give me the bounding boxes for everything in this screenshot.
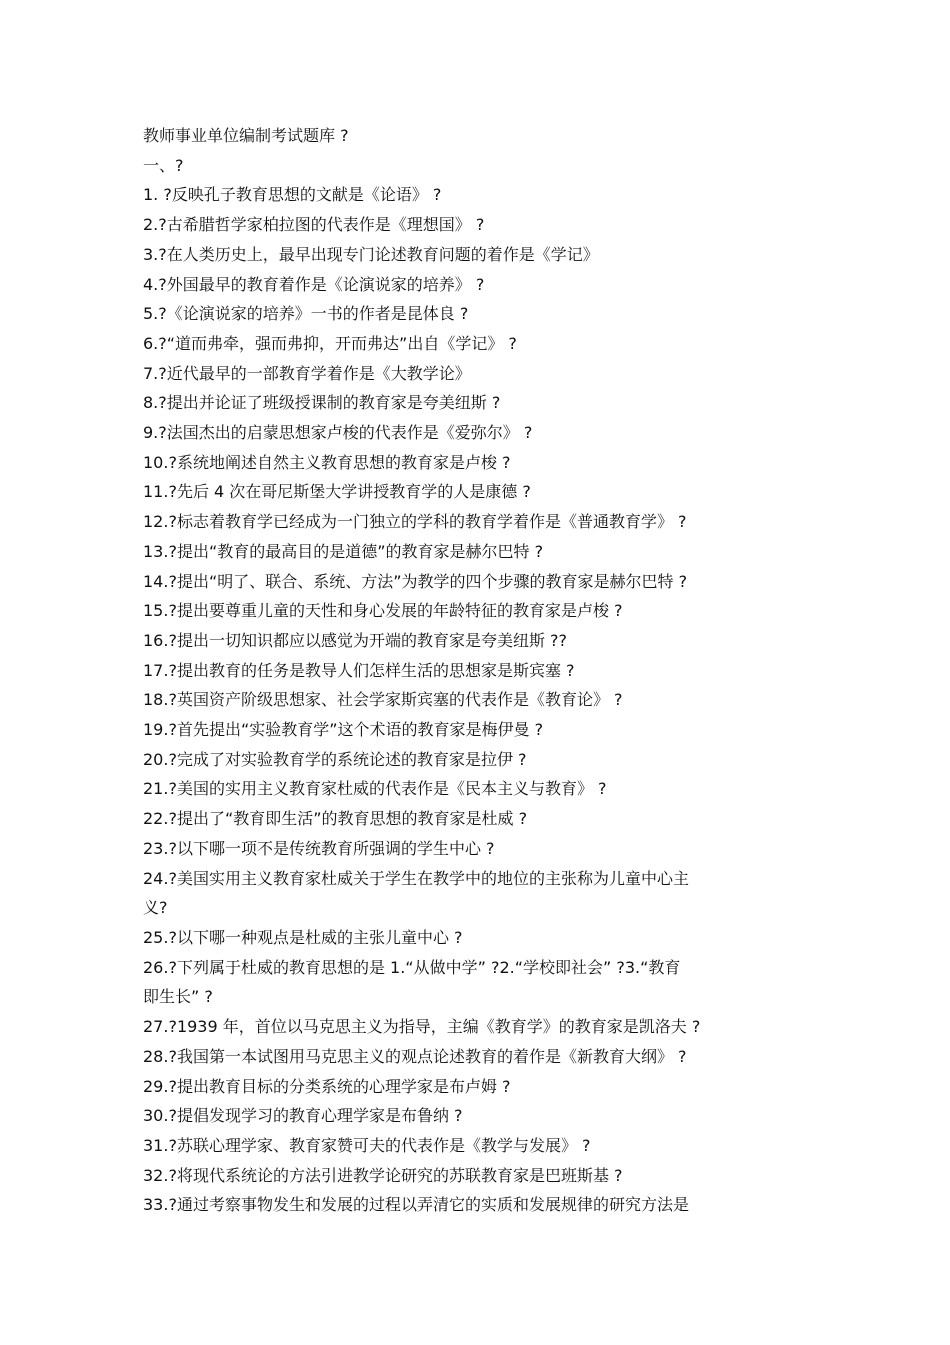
question-list bbox=[143, 180, 813, 1220]
document-body bbox=[143, 121, 813, 1220]
question-line: 21.?美国的实用主义教育家杜威的代表作是《民本主义与教育》 ? bbox=[143, 779, 607, 799]
question-line: 19.?首先提出“实验教育学”这个术语的教育家是梅伊曼 ? bbox=[143, 720, 544, 740]
question-line: 11.?先后 4 次在哥尼斯堡大学讲授教育学的人是康德 ? bbox=[143, 482, 531, 502]
question-line: 32.?将现代系统论的方法引进教学论研究的苏联教育家是巴班斯基 ? bbox=[143, 1165, 623, 1185]
question-line: 33.?通过考察事物发生和发展的过程以弄清它的实质和发展规律的研究方法是 bbox=[143, 1195, 689, 1215]
question-line: 22.?提出了“教育即生活”的教育思想的教育家是杜威 ? bbox=[143, 809, 528, 829]
question-line: 20.?完成了对实验教育学的系统论述的教育家是拉伊 ? bbox=[143, 749, 527, 769]
question-line: 27.?1939 年，首位以马克思主义为指导，主编《教育学》的教育家是凯洛夫 ? bbox=[143, 1017, 701, 1037]
question-line: 3.?在人类历史上，最早出现专门论述教育问题的着作是《学记》 bbox=[143, 244, 599, 264]
question-line: 16.?提出一切知识都应以感觉为开端的教育家是夸美纽斯 ?? bbox=[143, 630, 568, 650]
question-line: 26.?下列属于杜威的教育思想的是 1.“从做中学” ?2.“学校即社会” ?3.“教育 bbox=[143, 957, 681, 977]
question-line: 即生长” ? bbox=[143, 987, 213, 1007]
question-line: 义? bbox=[143, 898, 168, 918]
question-line: 14.?提出“明了、联合、系统、方法”为教学的四个步骤的教育家是赫尔巴特 ? bbox=[143, 571, 688, 591]
question-line: 8.?提出并论证了班级授课制的教育家是夸美纽斯 ? bbox=[143, 393, 501, 413]
question-line: 4.?外国最早的教育着作是《论演说家的培养》 ? bbox=[143, 274, 485, 294]
question-line: 7.?近代最早的一部教育学着作是《大教学论》 bbox=[143, 363, 471, 383]
question-line: 10.?系统地阐述自然主义教育思想的教育家是卢梭 ? bbox=[143, 452, 511, 472]
question-line: 17.?提出教育的任务是教导人们怎样生活的思想家是斯宾塞 ? bbox=[143, 660, 575, 680]
question-line: 31.?苏联心理学家、教育家赞可夫的代表作是《教学与发展》 ? bbox=[143, 1135, 591, 1155]
question-line: 13.?提出“教育的最高目的是道德”的教育家是赫尔巴特 ? bbox=[143, 541, 544, 561]
document-title: 教师事业单位编制考试题库 ? bbox=[143, 126, 349, 145]
question-line: 24.?美国实用主义教育家杜威关于学生在教学中的地位的主张称为儿童中心主 bbox=[143, 868, 689, 888]
question-line: 30.?提倡发现学习的教育心理学家是布鲁纳 ? bbox=[143, 1106, 463, 1126]
question-line: 15.?提出要尊重儿童的天性和身心发展的年龄特征的教育家是卢梭 ? bbox=[143, 601, 623, 621]
question-line: 18.?英国资产阶级思想家、社会学家斯宾塞的代表作是《教育论》 ? bbox=[143, 690, 623, 710]
question-line: 12.?标志着教育学已经成为一门独立的学科的教育学着作是《普通教育学》 ? bbox=[143, 512, 687, 532]
question-line: 29.?提出教育目标的分类系统的心理学家是布卢姆 ? bbox=[143, 1076, 511, 1096]
question-line: 1. ?反映孔子教育思想的文献是《论语》 ? bbox=[143, 185, 442, 205]
question-line: 9.?法国杰出的启蒙思想家卢梭的代表作是《爱弥尔》 ? bbox=[143, 423, 533, 443]
question-line: 5.?《论演说家的培养》一书的作者是昆体良 ? bbox=[143, 304, 469, 324]
question-line: 6.?“道而弗牵，强而弗抑，开而弗达”出自《学记》 ? bbox=[143, 333, 517, 353]
section-heading: 一、? bbox=[143, 155, 184, 175]
question-line: 28.?我国第一本试图用马克思主义的观点论述教育的着作是《新教育大纲》 ? bbox=[143, 1046, 687, 1066]
question-line: 2.?古希腊哲学家柏拉图的代表作是《理想国》 ? bbox=[143, 215, 485, 235]
question-line: 23.?以下哪一项不是传统教育所强调的学生中心 ? bbox=[143, 838, 495, 858]
question-line: 25.?以下哪一种观点是杜威的主张儿童中心 ? bbox=[143, 927, 463, 947]
